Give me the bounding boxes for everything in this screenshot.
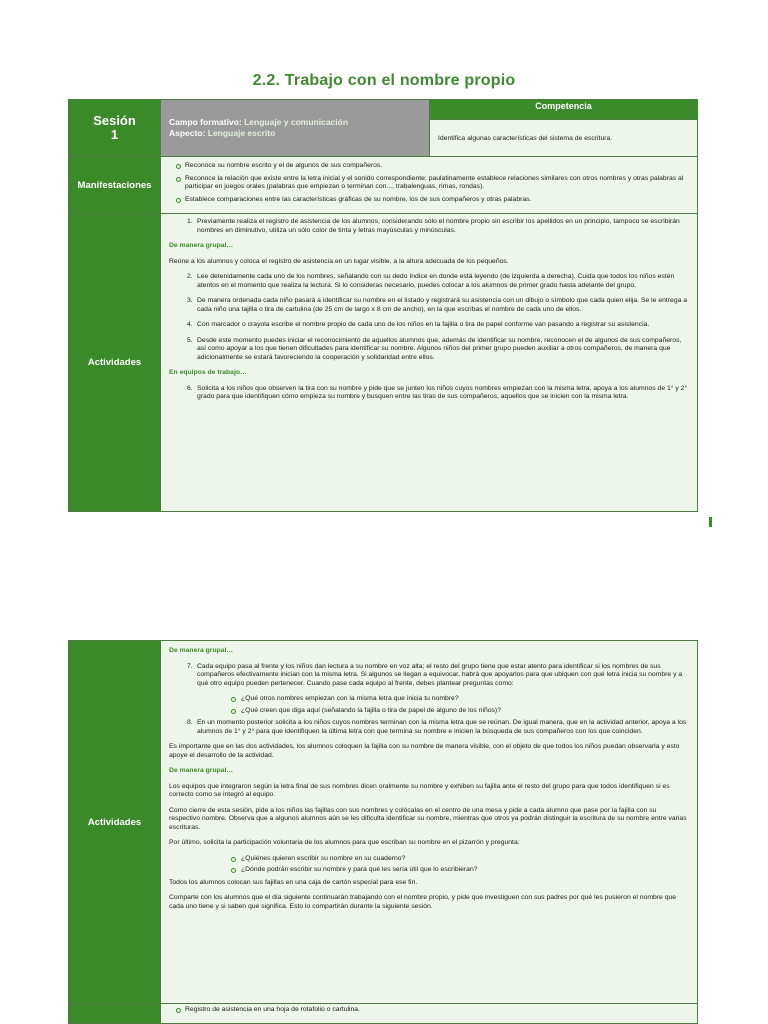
list-item: ¿Qué otros nombres empiezan con la misma letra que inicia tu nombre? [231,695,689,704]
actividades-table [68,640,698,1024]
activity-item: 1. Previamente realiza el registro de asistencia de los alumnos, considerando sólo el nombre propio sin escribir los apellidos en un principio, tampoco se escribirán nombres en diminutivo, utiliza un sólo color de tinta y letras mayúsculas y minúsculas. [187,218,680,234]
manifestaciones-list [169,162,689,204]
aspecto-label: Aspecto: [169,128,206,138]
materiales-list [169,1006,689,1015]
session-table [68,99,698,512]
actividades-content [161,641,698,1004]
subheading: De manera grupal… [169,242,234,249]
activity-item: 6. Solicita a los niños que observen la tira con su nombre y pide que se junten los niños cuyos nombres empiezan con la misma letra, apoya a los alumnos de 1° y 2° grado para que identifiquen cómo empieza su nombre y busquen entre las tiras de sus compañeros, aquellos que se inicien con la misma letra. [187,384,688,400]
list-item: Reconoce la relación que existe entre la letra inicial y el sonido correspondiente; paulatinamente establece relaciones similares con otros nombres y otras palabras al participar en juegos orales (palabras que empiezan o terminan con..., trabalenguas, rimas, rondas). [169,175,689,192]
materiales-label [69,1004,161,1024]
subheading: De manera grupal… [169,767,234,774]
list-item: Reconoce su nombre escrito y el de algunos de sus compañeros. [169,162,689,171]
paragraph: Reúne a los alumnos y coloca el registro de asistencia en un lugar visible, a la altura adecuada de los pequeños. [169,257,509,265]
campo-formativo-cell [161,100,430,157]
actividades-label: Actividades [69,641,161,1004]
activity-item: 4. Con marcador o crayola escribe el nombre propio de cada uno de los niños en la fajilla o tira de papel conforme van pasando a registrar su asistencia. [187,321,650,328]
activity-item: 5. Desde este momento puedes iniciar el reconocimiento de aquellos alumnos que, además de identificar su nombre, reconocen el de algunos de sus compañeros, así como apoyar a los que tienen dificultades para identificar su nombre. Algunos niños del primer grupo pueden auxiliar a otros compañeros, de manera que adicionalmente se estará favoreciendo la cooperación y solidaridad entre ellos. [187,336,682,361]
aspecto-value: Lenguaje escrito [207,128,276,138]
activity-item: 7. Cada equipo pasa al frente y los niños dan lectura a su nombre en voz alta; el resto del grupo tiene que estar atento para identificar si los nombres de sus compañeros efectivamente inician con la misma letra. Si algunos se llegan a equivocar, habrá que apoyarlos para que ubiquen con qué letra inicia su nombre y a qué otro equipo pueden pertenecer. Cuando pase cada equipo al frente, debes plantear preguntas como: [187,662,683,687]
actividades-label: Actividades [69,214,161,512]
question-list [231,855,689,875]
list-item: ¿Dónde podrán escribir su nombre y para qué les sería útil que lo escribieran? [231,866,689,875]
manifestaciones-label: Manifestaciones [69,157,161,214]
activity-item: 2. Lee detenidamente cada uno de los nombres, señalando con su dedo índice en donde está leyendo (de izquierda a derecha). Cuida que todos los niños estén atentos en el momento que realiza la lectura. Si lo consideras necesario, puedes colocar a los alumnos de primer grado hasta adelante del grupo. [187,273,675,289]
page-marker [709,517,712,527]
materiales-content [161,1004,698,1024]
paragraph: Comparte con los alumnos que el día siguiente continuarán trabajando con el nombre propio, y pide que investiguen con sus padres por qué les pusieron el nombre que cada uno tiene y si saben qué significa. Esto lo compartirán durante la siguiente sesión. [169,894,677,910]
subheading: En equipos de trabajo… [169,369,247,376]
list-item: Registro de asistencia en una hoja de rotafolio o cartulina. [169,1006,689,1015]
activity-item: 8. En un momento posterior solicita a los niños cuyos nombres terminan con la misma letra que se reúnan. De igual manera, que en la actividad anterior, apoya a los alumnos de 1° y 2° para que identifiquen la última letra con que termina su nombre e inicien la búsqueda de sus compañeros con los que coinciden. [187,719,687,735]
session-cell [69,100,161,157]
actividades-content [161,214,698,512]
session-number: 1 [110,127,119,142]
paragraph: Como cierre de esta sesión, pide a los niños las fajillas con sus nombres y colócalas en el centro de una mesa y pide a cada alumno que pase por la fajilla con su respectivo nombre. Observa que a algunos alumnos aún se les dificulta identificar su nombre, mientras que otros ya podrán distinguir la escritura de su nombre entre varias escrituras. [169,806,687,831]
paragraph: Todos los alumnos colocan sus fajillas en una caja de cartón especial para ese fin. [169,878,418,886]
campo-label: Campo formativo: [169,117,242,127]
paragraph: Por último, solicita la participación voluntaria de los alumnos para que escriban su nombre en el pizarrón y pregunta: [169,839,520,846]
activity-item: 3. De manera ordenada cada niño pasará a identificar su nombre en el listado y registrará su asistencia con un dibujo o símbolo que cada quien elija. Se le entrega a cada niño una tajilla o tira de cartulina (de 25 cm de largo x 8 cm de ancho), en la que escribas el nombre de cada uno de ellos. [187,297,688,313]
list-item: Establece comparaciones entre las características gráficas de su nombre, los de sus compañeros y otras palabras. [169,196,689,205]
competencia-text: Identifica algunas características del sistema de escritura. [430,120,698,157]
session-label: Sesión [93,113,136,128]
page-title: 2.2. Trabajo con el nombre propio [252,72,516,89]
question-list [231,695,689,715]
list-item: ¿Quiénes quieren escribir su nombre en su cuaderno? [231,855,689,864]
competencia-header: Competencia [430,100,698,120]
campo-value: Lenguaje y comunicación [244,117,349,127]
paragraph: Los equipos que integraron según la letra final de sus nombres dicen oralmente su nombre y exhiben su fajilla ante el resto del grupo para que todos identifiquen si es correcto como se integró al equipo. [169,782,670,798]
list-item: ¿Qué creen que diga aquí (señalando la fajilla o tira de papel de alguno de los niños)? [231,707,689,716]
paragraph: Es importante que en las dos actividades, los alumnos coloquen la fajilla con su nombre de manera visible, con el objeto de que todos los niños puedan observarla y esto apoye el desarrollo de la actividad. [169,743,680,759]
manifestaciones-content [161,157,698,214]
subheading: De manera grupal… [169,647,234,654]
